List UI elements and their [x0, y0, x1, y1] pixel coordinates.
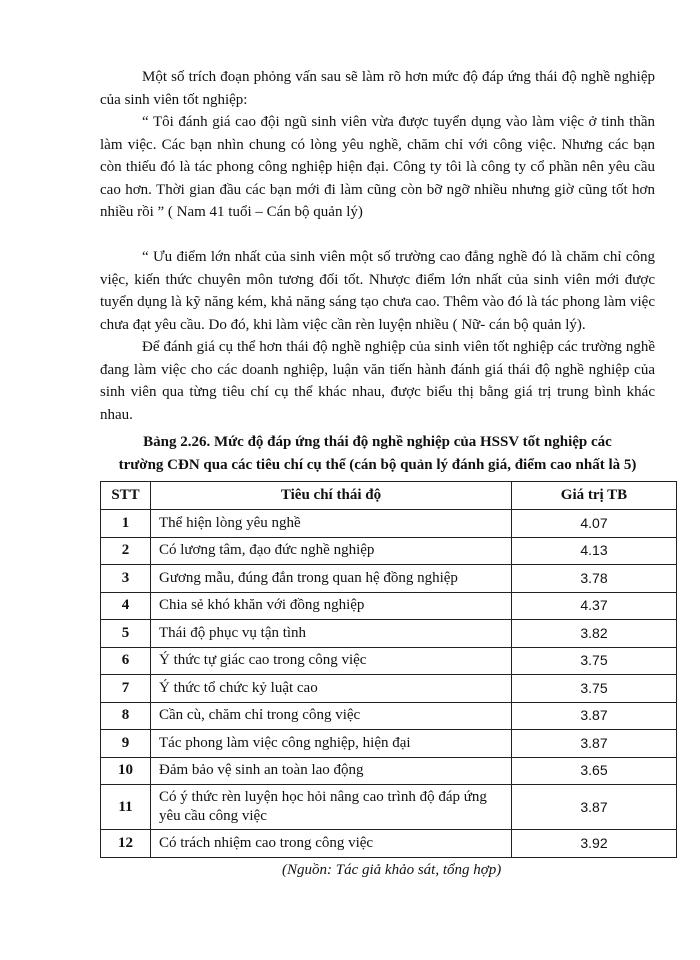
cell-stt: 9 [101, 730, 151, 758]
table-row [101, 565, 677, 593]
table-row [101, 702, 677, 730]
cell-criteria: Ý thức tự giác cao trong công việc [151, 647, 512, 675]
interview-quote-1 [100, 111, 655, 224]
cell-criteria: Có trách nhiệm cao trong công việc [151, 830, 512, 858]
cell-criteria: Đảm bảo vệ sinh an toàn lao động [151, 757, 512, 785]
cell-value: 4.37 [512, 592, 677, 620]
cell-criteria: Tác phong làm việc công nghiệp, hiện đại [151, 730, 512, 758]
table-row [101, 510, 677, 538]
table-row [101, 537, 677, 565]
cell-stt: 5 [101, 620, 151, 648]
cell-stt: 10 [101, 757, 151, 785]
cell-criteria: Cần cù, chăm chỉ trong công việc [151, 702, 512, 730]
table-row [101, 620, 677, 648]
cell-stt: 1 [101, 510, 151, 538]
cell-value: 3.87 [512, 702, 677, 730]
cell-stt: 6 [101, 647, 151, 675]
header-criteria: Tiêu chí thái độ [151, 482, 512, 510]
cell-value: 3.87 [512, 730, 677, 758]
table-row [101, 647, 677, 675]
cell-stt: 12 [101, 830, 151, 858]
analysis-paragraph [100, 336, 655, 426]
cell-criteria: Gương mẫu, đúng đắn trong quan hệ đồng nghiệp [151, 565, 512, 593]
cell-value: 3.92 [512, 830, 677, 858]
criteria-table [100, 481, 677, 858]
cell-value: 3.75 [512, 675, 677, 703]
table-row [101, 785, 677, 830]
cell-criteria: Thái độ phục vụ tận tình [151, 620, 512, 648]
cell-stt: 4 [101, 592, 151, 620]
table-row [101, 757, 677, 785]
table-header-row [101, 482, 677, 510]
table-row [101, 592, 677, 620]
interview-quote-2 [100, 246, 655, 336]
cell-stt: 7 [101, 675, 151, 703]
header-value: Giá trị TB [512, 482, 677, 510]
cell-stt: 11 [101, 785, 151, 830]
table-row [101, 830, 677, 858]
source-note: (Nguồn: Tác giả khảo sát, tổng hợp) [282, 862, 502, 878]
cell-criteria: Chia sẻ khó khăn với đồng nghiệp [151, 592, 512, 620]
cell-value: 3.75 [512, 647, 677, 675]
cell-criteria: Ý thức tổ chức kỷ luật cao [151, 675, 512, 703]
table-caption-line-2: trường CĐN qua các tiêu chí cụ thể (cán bộ quản lý đánh giá, điểm cao nhất là 5) [118, 456, 637, 473]
cell-stt: 2 [101, 537, 151, 565]
cell-value: 3.87 [512, 785, 677, 830]
table-row [101, 675, 677, 703]
cell-stt: 8 [101, 702, 151, 730]
paragraph-text: “ Tôi đánh giá cao đội ngũ sinh viên vừa được tuyển dụng vào làm việc ở tinh thần làm việc. Các bạn nhìn chung có lòng yêu nghề, chăm chỉ với công việc. Nhưng các bạn còn thiếu đó là tác phong công nghiệp hiện đại. Công ty tôi là công ty cổ phần nên yêu cầu cao hơn. Thời gian đầu các bạn mới đi làm cũng còn bỡ ngỡ nhiều nhưng giờ cũng tốt hơn nhiều rồi ” ( Nam 41 tuổi – Cán bộ quản lý) [100, 114, 655, 220]
cell-value: 3.78 [512, 565, 677, 593]
intro-paragraph [100, 66, 655, 111]
cell-value: 3.65 [512, 757, 677, 785]
table-row [101, 730, 677, 758]
cell-value: 3.82 [512, 620, 677, 648]
cell-criteria: Thể hiện lòng yêu nghề [151, 510, 512, 538]
paragraph-text: Một số trích đoạn phỏng vấn sau sẽ làm rõ hơn mức độ đáp ứng thái độ nghề nghiệp của sinh viên tốt nghiệp: [100, 69, 655, 108]
cell-criteria: Có lương tâm, đạo đức nghề nghiệp [151, 537, 512, 565]
paragraph-text: “ Ưu điểm lớn nhất của sinh viên một số trường cao đẳng nghề đó là chăm chỉ công việc, kiến thức chuyên môn tương đối tốt. Nhược điểm lớn nhất của sinh viên mới được tuyển dụng là kỹ năng kém, khả năng sáng tạo chưa cao. Thêm vào đó là tác phong làm việc chưa đạt yêu cầu. Do đó, khi làm việc cần rèn luyện nhiều ( Nữ- cán bộ quản lý). [100, 249, 655, 333]
cell-stt: 3 [101, 565, 151, 593]
table-caption [100, 431, 655, 476]
paragraph-text: Để đánh giá cụ thể hơn thái độ nghề nghiệp của sinh viên tốt nghiệp các trường nghề đang làm việc cho các doanh nghiệp, luận văn tiến hành đánh giá thái độ nghề nghiệp của sinh viên qua từng tiêu chí cụ thể khác nhau, được biểu thị bằng giá trị trung bình khác nhau. [100, 339, 655, 423]
header-stt: STT [101, 482, 151, 510]
cell-value: 4.07 [512, 510, 677, 538]
cell-value: 4.13 [512, 537, 677, 565]
table-caption-line-1: Bảng 2.26. Mức độ đáp ứng thái độ nghề nghiệp của HSSV tốt nghiệp các [143, 434, 612, 450]
cell-criteria: Có ý thức rèn luyện học hỏi nâng cao trình độ đáp ứng yêu cầu công việc [151, 785, 512, 830]
